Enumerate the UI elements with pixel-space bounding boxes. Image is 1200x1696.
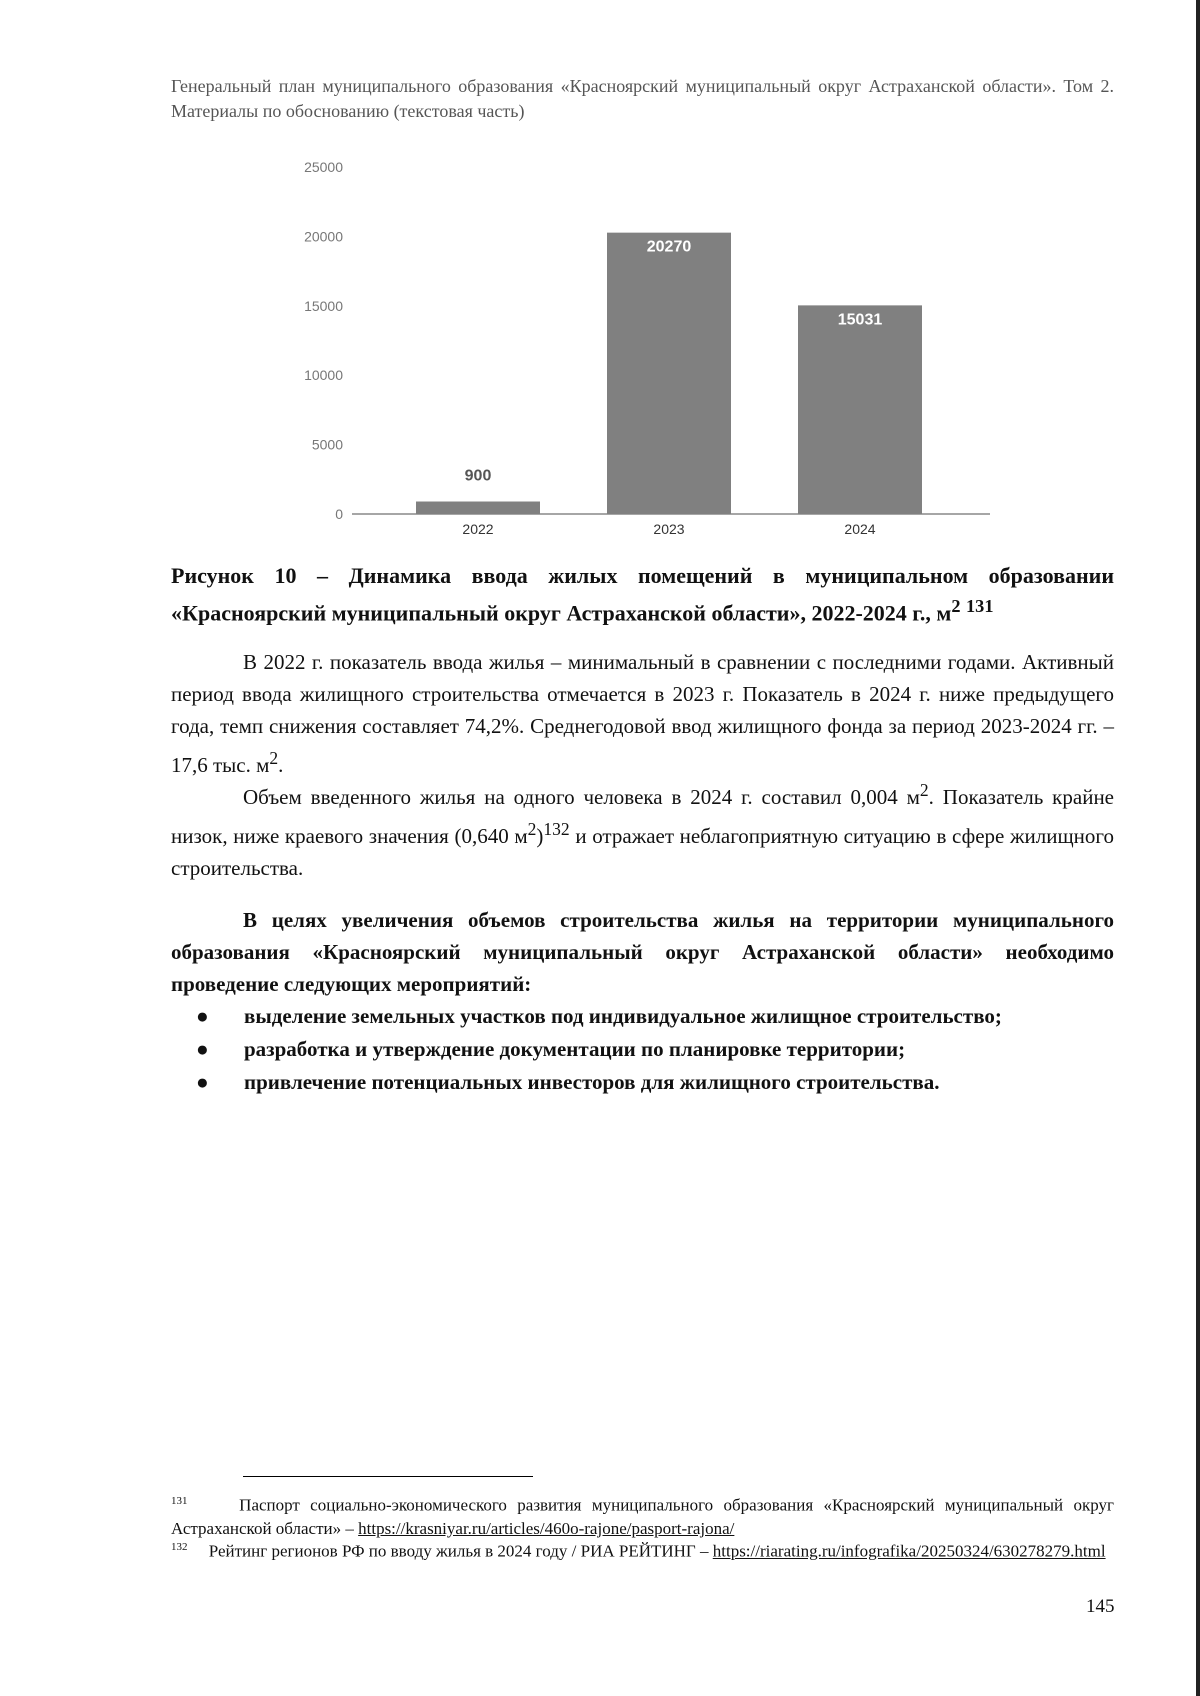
footnote-link[interactable]: https://krasniyar.ru/articles/460o-rajone/pasport-rajona/ [358,1518,735,1538]
footnote-text: Паспорт социально-экономического развития муниципального образования «Красноярский муниципальный округ Астраханской области» – [171,1495,1114,1538]
data-label-2023: 20270 [646,238,692,256]
paragraph-2-part3: ) [536,824,544,848]
x-tick-label: 2022 [462,521,494,537]
paragraph-2 [171,774,1114,884]
figure-caption [171,560,1114,628]
paragraph-3-text: В целях увеличения объемов строительства жилья на территории муниципального образования «Красноярский муниципальный округ Астраханской области» необходимо проведение следующих мероприятий: [171,908,1114,996]
y-tick-label: 5000 [311,436,343,453]
footnote-132 [171,1536,1114,1563]
bullet-icon: ● [196,1070,209,1094]
footnote-number: 131 [171,1495,188,1507]
data-label-2022: 900 [464,467,492,485]
y-tick-label: 20000 [304,228,343,245]
footnote-number: 132 [171,1541,188,1553]
bullet-icon: ● [196,1037,209,1061]
list-item [171,1000,1114,1032]
list-item-text: выделение земельных участков под индивидуальное жилищное строительство; [244,1004,1002,1028]
bar-2022 [416,502,540,514]
caption-unit-superscript: 2 [951,596,961,616]
caption-text: Рисунок 10 – Динамика ввода жилых помещений в муниципальном образовании «Красноярский муниципальный округ Астраханской области», 2022-2024 г., м [171,563,1114,626]
data-label-2024: 15031 [837,311,883,329]
x-tick-label: 2023 [653,521,685,537]
paragraph-2-sup1: 2 [919,780,929,800]
paragraph-1-sup: 2 [269,748,279,768]
footnote-131 [171,1490,1114,1540]
bar-2023 [607,233,731,514]
bar-2024 [798,305,922,514]
paragraph-2-footnote-ref[interactable]: 132 [543,819,570,839]
footnote-separator [243,1476,533,1477]
page-number: 145 [1086,1596,1115,1617]
page-header: Генеральный план муниципального образования «Красноярский муниципальный округ Астраханской области». Том 2. Материалы по обоснованию (текстовая часть) [171,76,1114,121]
paragraph-1-end: . [278,753,284,777]
measures-list [171,1000,1114,1098]
paragraph-1 [171,646,1114,781]
x-tick-label: 2024 [844,521,876,537]
list-item-text: разработка и утверждение документации по планировке территории; [244,1037,906,1061]
paragraph-2-sup2: 2 [527,819,537,839]
page-edge [1196,0,1200,1696]
bar-chart [275,150,995,545]
paragraph-2-part2: . Показатель крайне низок, ниже краевого значения (0,640 м [171,785,1115,848]
paragraph-1-text: В 2022 г. показатель ввода жилья – минимальный в сравнении с последними годами. Активный период ввода жилищного строительства отмечается в 2023 г. Показатель в 2024 г. ниже предыдущего года, темп снижения составляет 74,2%. Среднегодовой ввод жилищного фонда за период 2023-2024 гг. – 17,6 тыс. м [171,650,1114,777]
paragraph-3 [171,904,1114,1000]
y-tick-label: 25000 [304,159,343,175]
list-item [171,1033,1114,1065]
paragraph-2-part1: Объем введенного жилья на одного человека в 2024 г. составил 0,004 м [243,785,920,809]
footnote-text: Рейтинг регионов РФ по вводу жилья в 2024 году / РИА РЕЙТИНГ – [208,1541,713,1561]
footnote-link[interactable]: https://riarating.ru/infografika/20250324/630278279.html [712,1541,1106,1561]
list-item-text: привлечение потенциальных инвесторов для жилищного строительства. [244,1070,940,1094]
list-item [171,1066,1114,1098]
paragraph-2-part4: и отражает неблагоприятную ситуацию в сфере жилищного строительства. [171,824,1114,880]
y-tick-label: 0 [335,506,343,522]
y-tick-label: 15000 [304,297,343,314]
bullet-icon: ● [196,1004,209,1028]
caption-footnote-ref[interactable]: 131 [965,596,994,616]
y-tick-label: 10000 [304,367,343,384]
